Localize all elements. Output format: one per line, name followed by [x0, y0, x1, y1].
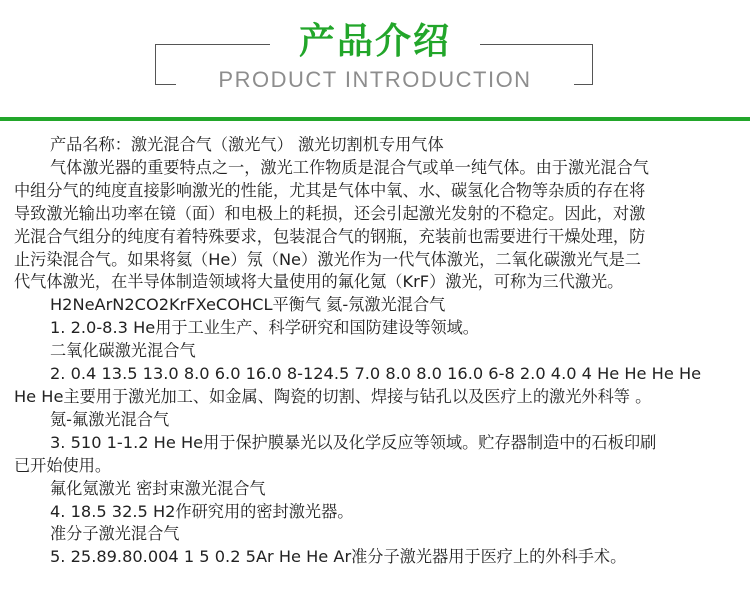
- gas-item-5: 5. 25.89.80.004 1 5 0.2 5Ar He He Ar准分子激光器用于医疗上的外科手术。: [50, 547, 627, 567]
- page-subtitle: PRODUCT INTRODUCTION: [176, 66, 574, 94]
- gas-category-heading: 氟化氪激光 密封束激光混合气: [50, 478, 266, 498]
- gas-item-3: 3. 510 1-1.2 He He用于保护膜暴光以及化学反应等领域。贮存器制造中的石板印刷: [50, 432, 657, 452]
- paragraph-line: 光混合气组分的纯度有着特殊要求，包装混合气的钢瓶，充装前也需要进行干燥处理，防: [14, 226, 646, 246]
- gas-category-heading: 准分子激光混合气: [50, 524, 180, 544]
- page-title: 产品介绍: [270, 18, 480, 66]
- product-name-line: 产品名称：激光混合气（激光气） 激光切割机专用气体: [50, 135, 444, 154]
- gas-item-2: 2. 0.4 13.5 13.0 8.0 6.0 16.0 8-124.5 7.0 8.0 8.0 16.0 6-8 2.0 4.0 4 He He He He: [50, 364, 702, 384]
- paragraph-line: 导致激光输出功率在镜（面）和电极上的耗损，还会引起激光发射的不稳定。因此，对激: [14, 203, 646, 223]
- frame-top-right-line: [462, 44, 592, 45]
- product-description: [14, 134, 736, 569]
- gas-item-1: 1. 2.0-8.3 He用于工业生产、科学研究和国防建设等领域。: [50, 318, 479, 338]
- paragraph-line: 止污染混合气。如果将氦（He）氖（Ne）激光作为一代气体激光，二氧化碳激光气是二: [14, 249, 641, 269]
- gas-item-4: 4. 18.5 32.5 H2作研究用的密封激光器。: [50, 501, 354, 521]
- gas-category-heading: 二氧化碳激光混合气: [50, 341, 196, 361]
- paragraph-line: 代气体激光，在半导体制造领域将大量使用的氟化氪（KrF）激光，可称为三代激光。: [14, 272, 624, 292]
- frame-top-left-line: [155, 44, 287, 45]
- gas-item-3-cont: 已开始使用。: [14, 455, 112, 475]
- header-divider-bar: [0, 117, 750, 121]
- section-header: [0, 0, 750, 125]
- gas-category-heading: 氪-氟激光混合气: [50, 409, 170, 429]
- paragraph-line: 中组分气的纯度直接影响激光的性能，尤其是气体中氧、水、碳氢化合物等杂质的存在将: [14, 180, 646, 200]
- gas-item-2-cont: He He主要用于激光加工、如金属、陶瓷的切割、焊接与钻孔以及医疗上的激光外科等 。: [14, 386, 652, 406]
- paragraph-line: 气体激光器的重要特点之一，激光工作物质是混合气或单一纯气体。由于激光混合气: [50, 157, 649, 177]
- gas-list-heading: H2NeArN2CO2KrFXeCOHCL平衡气 氦-氖激光混合气: [50, 295, 446, 315]
